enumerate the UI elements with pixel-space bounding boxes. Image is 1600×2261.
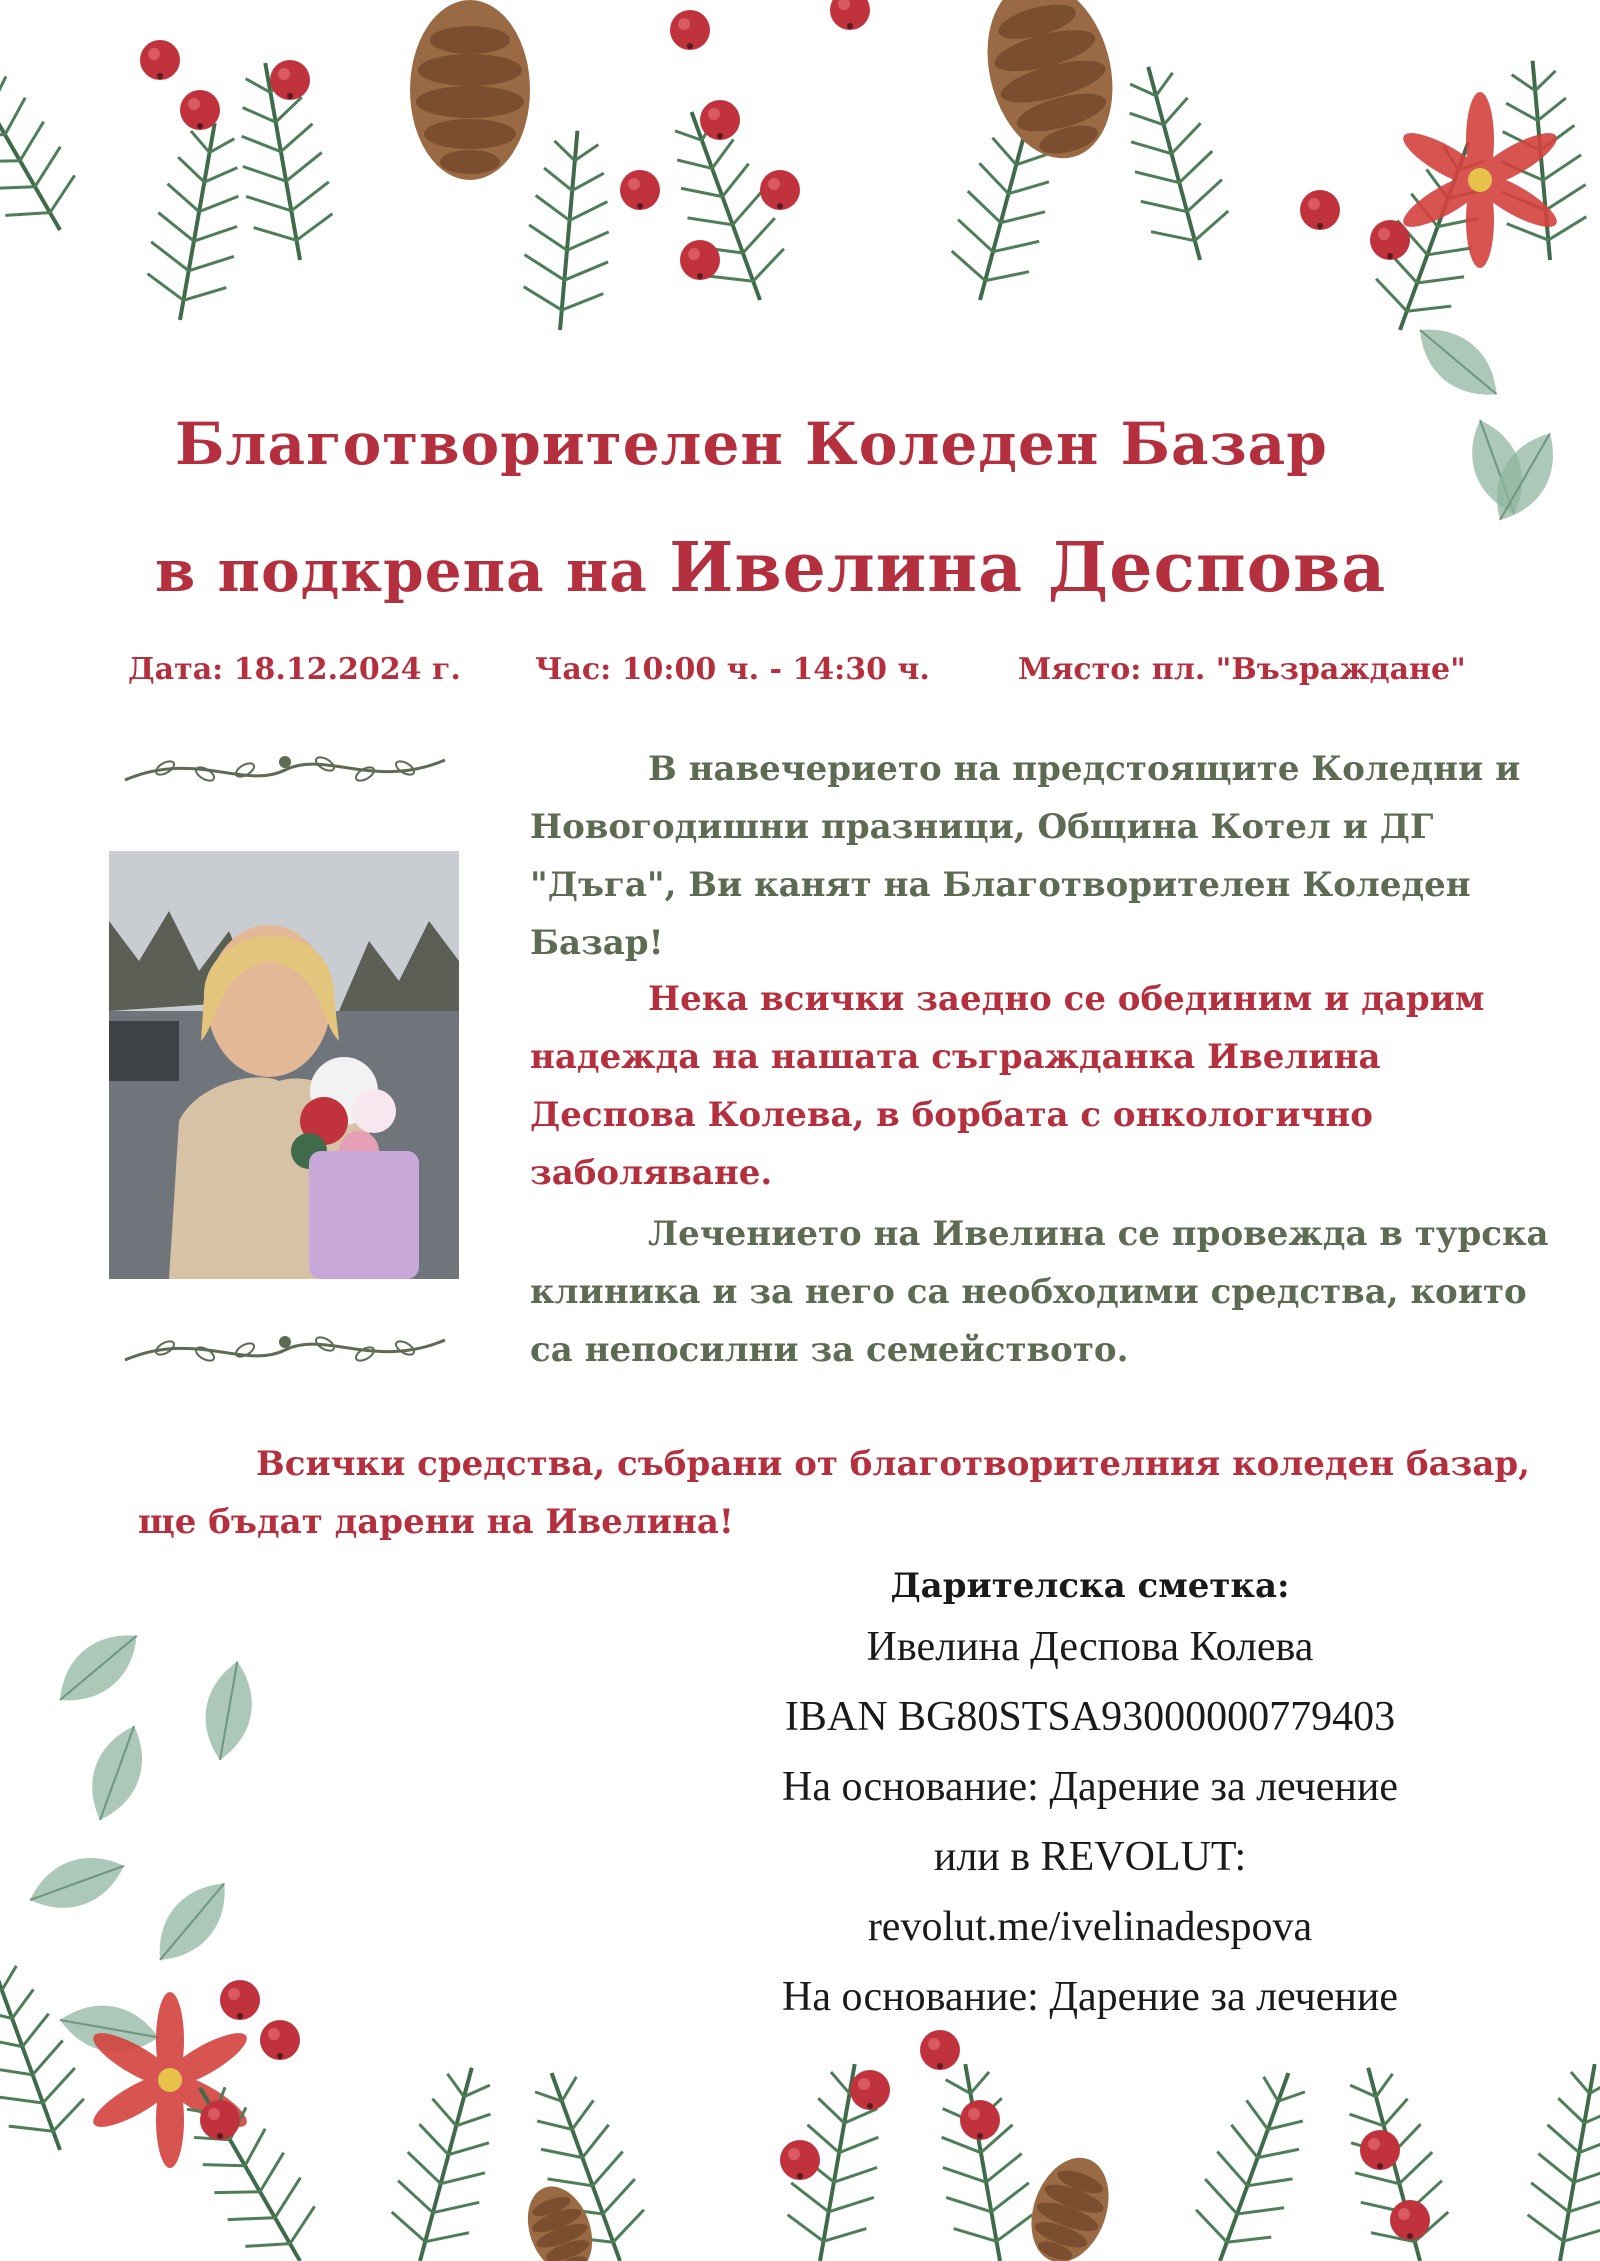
- event-place: Място: пл. "Възраждане": [1018, 652, 1466, 687]
- account-holder: Ивелина Деспова Колева: [866, 1624, 1314, 1670]
- paragraph-treatment: [530, 1205, 1560, 1379]
- paragraph-invitation: [530, 740, 1550, 972]
- paragraph-invitation-text: В навечерието на предстоящите Коледни и Новогодишни празници, Община Котел и ДГ "Дъга", Ви канят на Благотворителен Коледен Базар!: [530, 749, 1521, 963]
- account-iban: IBAN BG80STSA93000000779403: [784, 1694, 1396, 1740]
- donation-account: [620, 1560, 1560, 2032]
- vine-ornament-top: [115, 740, 455, 800]
- event-date: Дата: 18.12.2024 г.: [128, 652, 461, 687]
- title-line-1: Благотворителен Коледен Базар: [175, 410, 1328, 478]
- woman-with-flowers-photo: [109, 851, 459, 1279]
- paragraph-donation: [138, 1435, 1568, 1551]
- revolut-link[interactable]: revolut.me/ivelinadespova: [867, 1904, 1313, 1950]
- revolut-label: или в REVOLUT:: [933, 1834, 1247, 1880]
- paragraph-donation-text: Всички средства, събрани от благотворителния коледен базар, ще бъдат дарени на Ивелина!: [138, 1444, 1530, 1542]
- title-prefix: в подкрепа на: [155, 537, 648, 605]
- vine-ornament-bottom: [115, 1320, 455, 1380]
- paragraph-treatment-text: Лечението на Ивелина се провежда в турска клиника и за него са необходими средства, които са непосилни за семейството.: [530, 1214, 1549, 1370]
- title-line-2: [155, 528, 1600, 608]
- account-reason-1: На основание: Дарение за лечение: [782, 1764, 1398, 1810]
- event-time: Час: 10:00 ч. - 14:30 ч.: [535, 652, 930, 687]
- account-heading: Дарителска сметка:: [890, 1566, 1290, 1606]
- paragraph-support-text: Нека всички заедно се обединим и дарим надежда на нашата съгражданка Ивелина Деспова Колева, в борбата с онкологично заболяване.: [530, 979, 1485, 1193]
- account-reason-2: На основание: Дарение за лечение: [782, 1974, 1398, 2020]
- title-name: Ивелина Деспова: [669, 528, 1387, 608]
- paragraph-support: [530, 970, 1550, 1202]
